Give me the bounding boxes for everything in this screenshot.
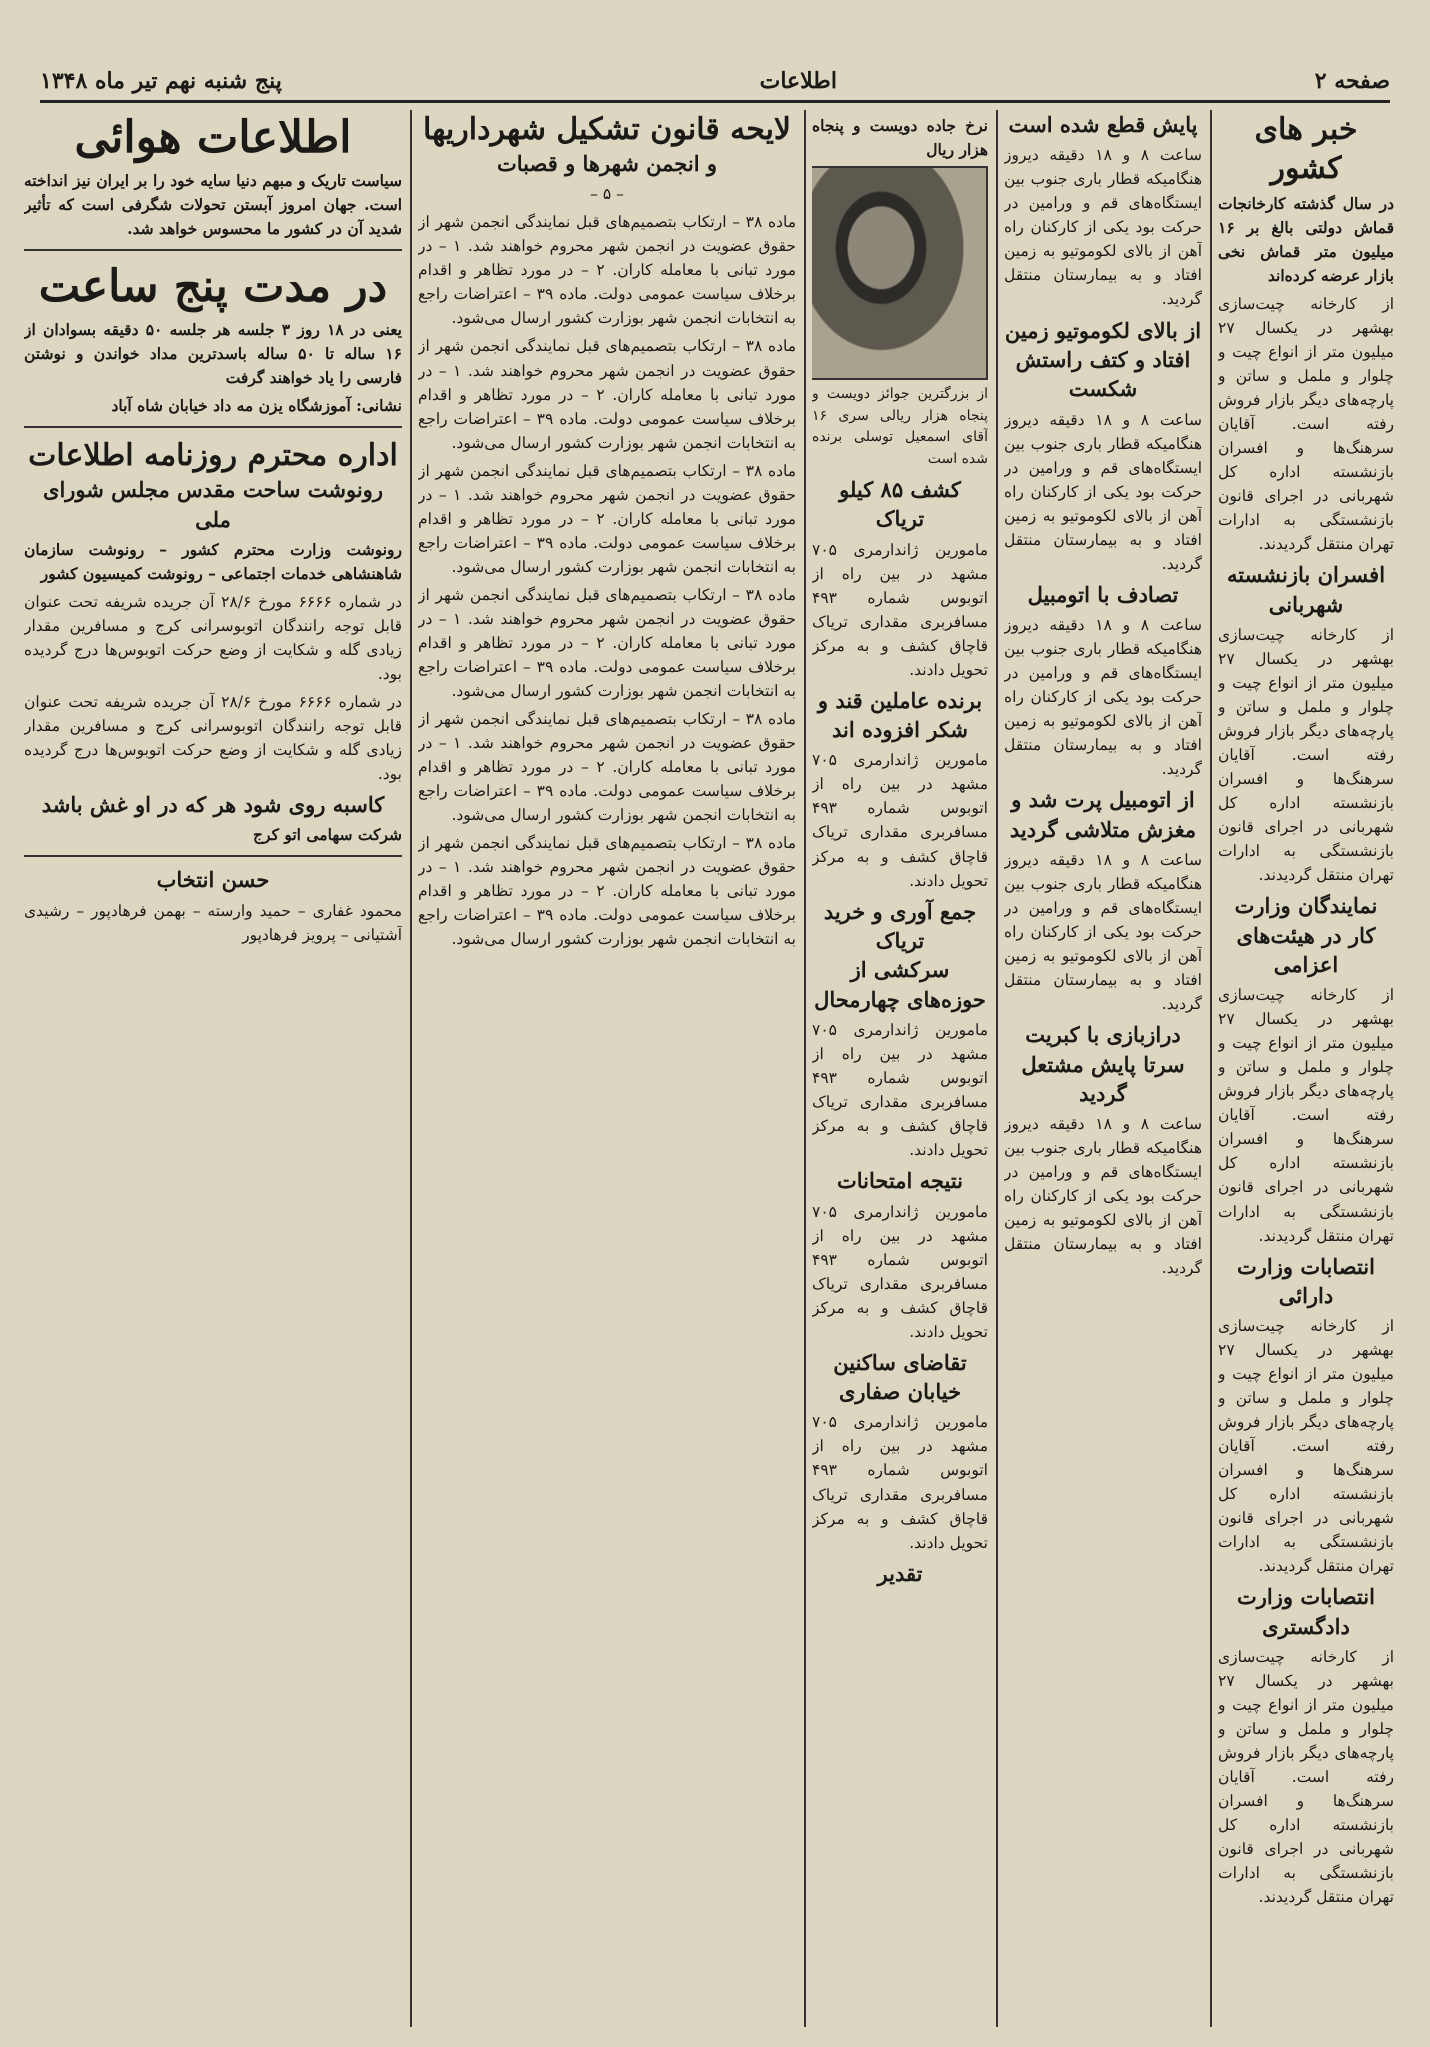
- col5-ad: یعنی در ۱۸ روز ۳ جلسه هر جلسه ۵۰ دقیقه بسوادان از ۱۶ ساله تا ۵۰ ساله باسدترین مداد خواندن و نوشتن فارسی را یاد خواهند گرفت: [24, 320, 402, 388]
- column-5: [24, 110, 402, 2027]
- col2-body-4: ساعت ۸ و ۱۸ دقیقه دیروز هنگامیکه قطار باری جنوب بین ایستگاه‌های قم و ورامین در حرکت بود یکی از کارکنان راه آهن از بالای لکوموتیو به زمین افتاد و به بیمارستان منتقل گردید.: [1004, 851, 1202, 1014]
- page-number: صفحه ۲: [1314, 68, 1390, 94]
- col1-lead: در سال گذشته کارخانجات قماش دولتی بالغ بر ۱۶ میلیون متر قماش نخی بازار عرضه کرده‌اند: [1218, 194, 1394, 286]
- column-3: [812, 110, 988, 2027]
- col1-body-2: از کارخانه چیت‌سازی بهشهر در یکسال ۲۷ میلیون متر از انواع چیت و چلوار و ململ و ساتن و پارچه‌های دیگر بازار فروش رفته است. آقایان سرهنگ‌ها و افسران بازنشسته اداره کل شهربانی در اجرای قانون بازنشستگی به ادارات تهران منتقل گردیدند.: [1218, 626, 1394, 885]
- col2-h1: از بالای لکوموتیو زمین افتاد و کتف راستش شکست: [1004, 317, 1202, 402]
- col4-body-3: ماده ۳۸ – ارتکاب بتصمیم‌های قبل نمایندگی انجمن شهر از حقوق عضویت در انجمن شهر محروم خواهند شد. ۱ – در مورد تبانی با معامله کاران. ۲ – در مورد تظاهر و اقدام برخلاف سیاست عمومی دولت. ماده ۳۹ – اعتراضات راجع به انتخابات انجمن شهر بوزارت کشور ارسال می‌شود.: [418, 461, 796, 576]
- col2-body-2: ساعت ۸ و ۱۸ دقیقه دیروز هنگامیکه قطار باری جنوب بین ایستگاه‌های قم و ورامین در حرکت بود یکی از کارکنان راه آهن از بالای لکوموتیو به زمین افتاد و به بیمارستان منتقل گردید.: [1004, 410, 1202, 573]
- col4-title: لایحه قانون تشکیل شهرداریها: [422, 112, 792, 147]
- issue-date: پنج شنبه نهم تیر ماه ۱۳۴۸: [40, 68, 282, 94]
- col5-body: در شماره ۶۶۶۶ مورخ ۲۸/۶ آن جریده شریفه تحت عنوان قابل توجه رانندگان اتوبوسرانی کرج و مسافرین مقدار زیادی گله و شکایت از وضع حرکت اتوبوس‌ها درج گردیده بود.: [24, 592, 402, 683]
- col3-body-2: مامورین ژاندارمری ۷۰۵ مشهد در بین راه از اتوبوس شماره ۴۹۳ مسافربری مقداری تریاک قاچاق کشف و به مرکز تحویل دادند.: [812, 751, 988, 890]
- col3-h4: سرکشی از حوزه‌های چهارمحال: [814, 957, 986, 1012]
- col2-body: ساعت ۸ و ۱۸ دقیقه دیروز هنگامیکه قطار باری جنوب بین ایستگاه‌های قم و ورامین در حرکت بود یکی از کارکنان راه آهن از بالای لکوموتیو به زمین افتاد و به بیمارستان منتقل گردید.: [1004, 146, 1202, 309]
- col3-body-5: مامورین ژاندارمری ۷۰۵ مشهد در بین راه از اتوبوس شماره ۴۹۳ مسافربری مقداری تریاک قاچاق کشف و به مرکز تحویل دادند.: [812, 1413, 988, 1552]
- col4-body-5: ماده ۳۸ – ارتکاب بتصمیم‌های قبل نمایندگی انجمن شهر از حقوق عضویت در انجمن شهر محروم خواهند شد. ۱ – در مورد تبانی با معامله کاران. ۲ – در مورد تظاهر و اقدام برخلاف سیاست عمومی دولت. ماده ۳۹ – اعتراضات راجع به انتخابات انجمن شهر بوزارت کشور ارسال می‌شود.: [418, 709, 796, 824]
- column-divider: [804, 110, 806, 2027]
- col2-body-3: ساعت ۸ و ۱۸ دقیقه دیروز هنگامیکه قطار باری جنوب بین ایستگاه‌های قم و ورامین در حرکت بود یکی از کارکنان راه آهن از بالای لکوموتیو به زمین افتاد و به بیمارستان منتقل گردید.: [1004, 616, 1202, 779]
- col5-thanks: حسن انتخاب: [156, 867, 270, 893]
- col1-h3: افسران بازنشسته شهربانی: [1226, 562, 1386, 617]
- col3-h3: جمع آوری و خرید تریاک: [823, 898, 977, 953]
- col3-h5: نتیجه امتحانات: [836, 1168, 964, 1194]
- col4-part: – ۵ –: [590, 185, 624, 204]
- col3-body-4: مامورین ژاندارمری ۷۰۵ مشهد در بین راه از اتوبوس شماره ۴۹۳ مسافربری مقداری تریاک قاچاق کشف و به مرکز تحویل دادند.: [812, 1202, 988, 1341]
- photo-caption: از بزرگترین جوائز دویست و پنجاه هزار ریالی سری ۱۶ آقای اسمعیل توسلی برنده شده است: [812, 386, 988, 468]
- col1-body-3: از کارخانه چیت‌سازی بهشهر در یکسال ۲۷ میلیون متر از انواع چیت و چلوار و ململ و ساتن و پارچه‌های دیگر بازار فروش رفته است. آقایان سرهنگ‌ها و افسران بازنشسته اداره کل شهربانی در اجرای قانون بازنشستگی به ادارات تهران منتقل گردیدند.: [1218, 986, 1394, 1245]
- col5-h5: رونوشت وزارت محترم کشور – رونوشت سازمان شاهنشاهی خدمات اجتماعی – رونوشت کمیسیون کشور: [24, 539, 402, 583]
- col5-title: اطلاعات هوائی: [74, 112, 352, 163]
- column-divider: [1210, 110, 1212, 2027]
- section-rule: [24, 855, 402, 857]
- section-rule: [24, 249, 402, 251]
- col4-body-6: ماده ۳۸ – ارتکاب بتصمیم‌های قبل نمایندگی انجمن شهر از حقوق عضویت در انجمن شهر محروم خواهند شد. ۱ – در مورد تبانی با معامله کاران. ۲ – در مورد تظاهر و اقدام برخلاف سیاست عمومی دولت. ماده ۳۹ – اعتراضات راجع به انتخابات انجمن شهر بوزارت کشور ارسال می‌شود.: [418, 833, 796, 948]
- column-1: [1218, 110, 1394, 2027]
- col1-h2: پایش قطع شده است: [1008, 112, 1198, 137]
- portrait-photo: [812, 166, 988, 380]
- col5-h6: کاسبه روی شود هر که در او غش باشد: [41, 792, 385, 818]
- col5-names: محمود غفاری – حمید وارسته – بهمن فرهادپور – رشیدی آشتیانی – پرویز فرهادپور: [24, 901, 402, 944]
- column-2: [1004, 110, 1202, 2027]
- section-rule: [24, 426, 402, 428]
- col2-h3: از اتومبیل پرت شد و مغزش متلاشی گردید: [1009, 787, 1197, 842]
- col5-addr: نشانی: آموزشگاه یزن مه داد خیابان شاه آباد: [111, 396, 402, 416]
- col3-top: نرخ جاده دویست و پنجاه هزار ریال: [812, 116, 988, 160]
- col2-body-5: ساعت ۸ و ۱۸ دقیقه دیروز هنگامیکه قطار باری جنوب بین ایستگاه‌های قم و ورامین در حرکت بود یکی از کارکنان راه آهن از بالای لکوموتیو به زمین افتاد و به بیمارستان منتقل گردید.: [1004, 1115, 1202, 1278]
- col1-title: خبر های کشور: [1254, 112, 1358, 186]
- col5-h4: رونوشت ساحت مقدس مجلس شورای ملی: [43, 477, 383, 532]
- col3-h2: برنده عاملین قند و شکر افزوده اند: [817, 687, 983, 743]
- col1-body-4: از کارخانه چیت‌سازی بهشهر در یکسال ۲۷ میلیون متر از انواع چیت و چلوار و ململ و ساتن و پارچه‌های دیگر بازار فروش رفته است. آقایان سرهنگ‌ها و افسران بازنشسته اداره کل شهربانی در اجرای قانون بازنشستگی به ادارات تهران منتقل گردیدند.: [1218, 1317, 1394, 1576]
- col5-h3: اداره محترم روزنامه اطلاعات: [28, 438, 398, 474]
- col4-subtitle: و انجمن شهرها و قصبات: [497, 151, 717, 176]
- col3-h1: کشف ۸۵ کیلو تریاک: [839, 476, 961, 532]
- paper-name: اطلاعات: [759, 68, 837, 94]
- col3-h7: تقدیر: [877, 1560, 923, 1586]
- col4-body-4: ماده ۳۸ – ارتکاب بتصمیم‌های قبل نمایندگی انجمن شهر از حقوق عضویت در انجمن شهر محروم خواهند شد. ۱ – در مورد تبانی با معامله کاران. ۲ – در مورد تظاهر و اقدام برخلاف سیاست عمومی دولت. ماده ۳۹ – اعتراضات راجع به انتخابات انجمن شهر بوزارت کشور ارسال می‌شود.: [418, 585, 796, 700]
- col1-h5: انتصابات وزارت دارائی: [1237, 1253, 1375, 1308]
- col1-body: از کارخانه چیت‌سازی بهشهر در یکسال ۲۷ میلیون متر از انواع چیت و چلوار و ململ و ساتن و پارچه‌های دیگر بازار فروش رفته است. آقایان سرهنگ‌ها و افسران بازنشسته اداره کل شهربانی در اجرای قانون بازنشستگی به ادارات تهران منتقل گردیدند.: [1218, 295, 1394, 554]
- col3-h6: تقاضای ساکنین خیابان صفاری: [833, 1349, 967, 1405]
- col5-intro: سیاست تاریک و مبهم دنیا سایه خود را بر ایران نیز انداخته است. جهان امروز آبستن تحولات شگرفی است که تأثیر شدید آن در کشور ما محسوس خواهد شد.: [24, 171, 402, 239]
- col1-h6: انتصابات وزارت دادگستری: [1237, 1584, 1375, 1639]
- column-4: [418, 110, 796, 2027]
- col4-body: ماده ۳۸ – ارتکاب بتصمیم‌های قبل نمایندگی انجمن شهر از حقوق عضویت در انجمن شهر محروم خواهند شد. ۱ – در مورد تبانی با معامله کاران. ۲ – در مورد تظاهر و اقدام برخلاف سیاست عمومی دولت. ماده ۳۹ – اعتراضات راجع به انتخابات انجمن شهر بوزارت کشور ارسال می‌شود.: [418, 213, 796, 328]
- header-rule: [40, 100, 1390, 103]
- col5-h2: در مدت پنج ساعت: [38, 261, 388, 313]
- col3-body-3: مامورین ژاندارمری ۷۰۵ مشهد در بین راه از اتوبوس شماره ۴۹۳ مسافربری مقداری تریاک قاچاق کشف و به مرکز تحویل دادند.: [812, 1021, 988, 1160]
- col5-body-2: در شماره ۶۶۶۶ مورخ ۲۸/۶ آن جریده شریفه تحت عنوان قابل توجه رانندگان اتوبوسرانی کرج و مسافرین مقدار زیادی گله و شکایت از وضع حرکت اتوبوس‌ها درج گردیده بود.: [24, 692, 402, 784]
- col5-company: شرکت سهامی اتو کرج: [253, 825, 402, 845]
- col2-h4: درازبازی با کبریت سرتا پایش مشتعل گردید: [1021, 1022, 1185, 1106]
- col4-body-2: ماده ۳۸ – ارتکاب بتصمیم‌های قبل نمایندگی انجمن شهر از حقوق عضویت در انجمن شهر محروم خواهند شد. ۱ – در مورد تبانی با معامله کاران. ۲ – در مورد تظاهر و اقدام برخلاف سیاست عمومی دولت. ماده ۳۹ – اعتراضات راجع به انتخابات انجمن شهر بوزارت کشور ارسال می‌شود.: [418, 337, 796, 452]
- column-divider: [996, 110, 998, 2027]
- col2-h2: تصادف با اتومبیل: [1027, 581, 1179, 607]
- col3-body: مامورین ژاندارمری ۷۰۵ مشهد در بین راه از اتوبوس شماره ۴۹۳ مسافربری مقداری تریاک قاچاق کشف و به مرکز تحویل دادند.: [812, 540, 988, 679]
- page-header: [40, 62, 1390, 100]
- col1-body-5: از کارخانه چیت‌سازی بهشهر در یکسال ۲۷ میلیون متر از انواع چیت و چلوار و ململ و ساتن و پارچه‌های دیگر بازار فروش رفته است. آقایان سرهنگ‌ها و افسران بازنشسته اداره کل شهربانی در اجرای قانون بازنشستگی به ادارات تهران منتقل گردیدند.: [1218, 1648, 1394, 1907]
- column-divider: [410, 110, 412, 2027]
- col1-h4: نمایندگان وزارت کار در هیئت‌های اعزامی: [1234, 893, 1378, 977]
